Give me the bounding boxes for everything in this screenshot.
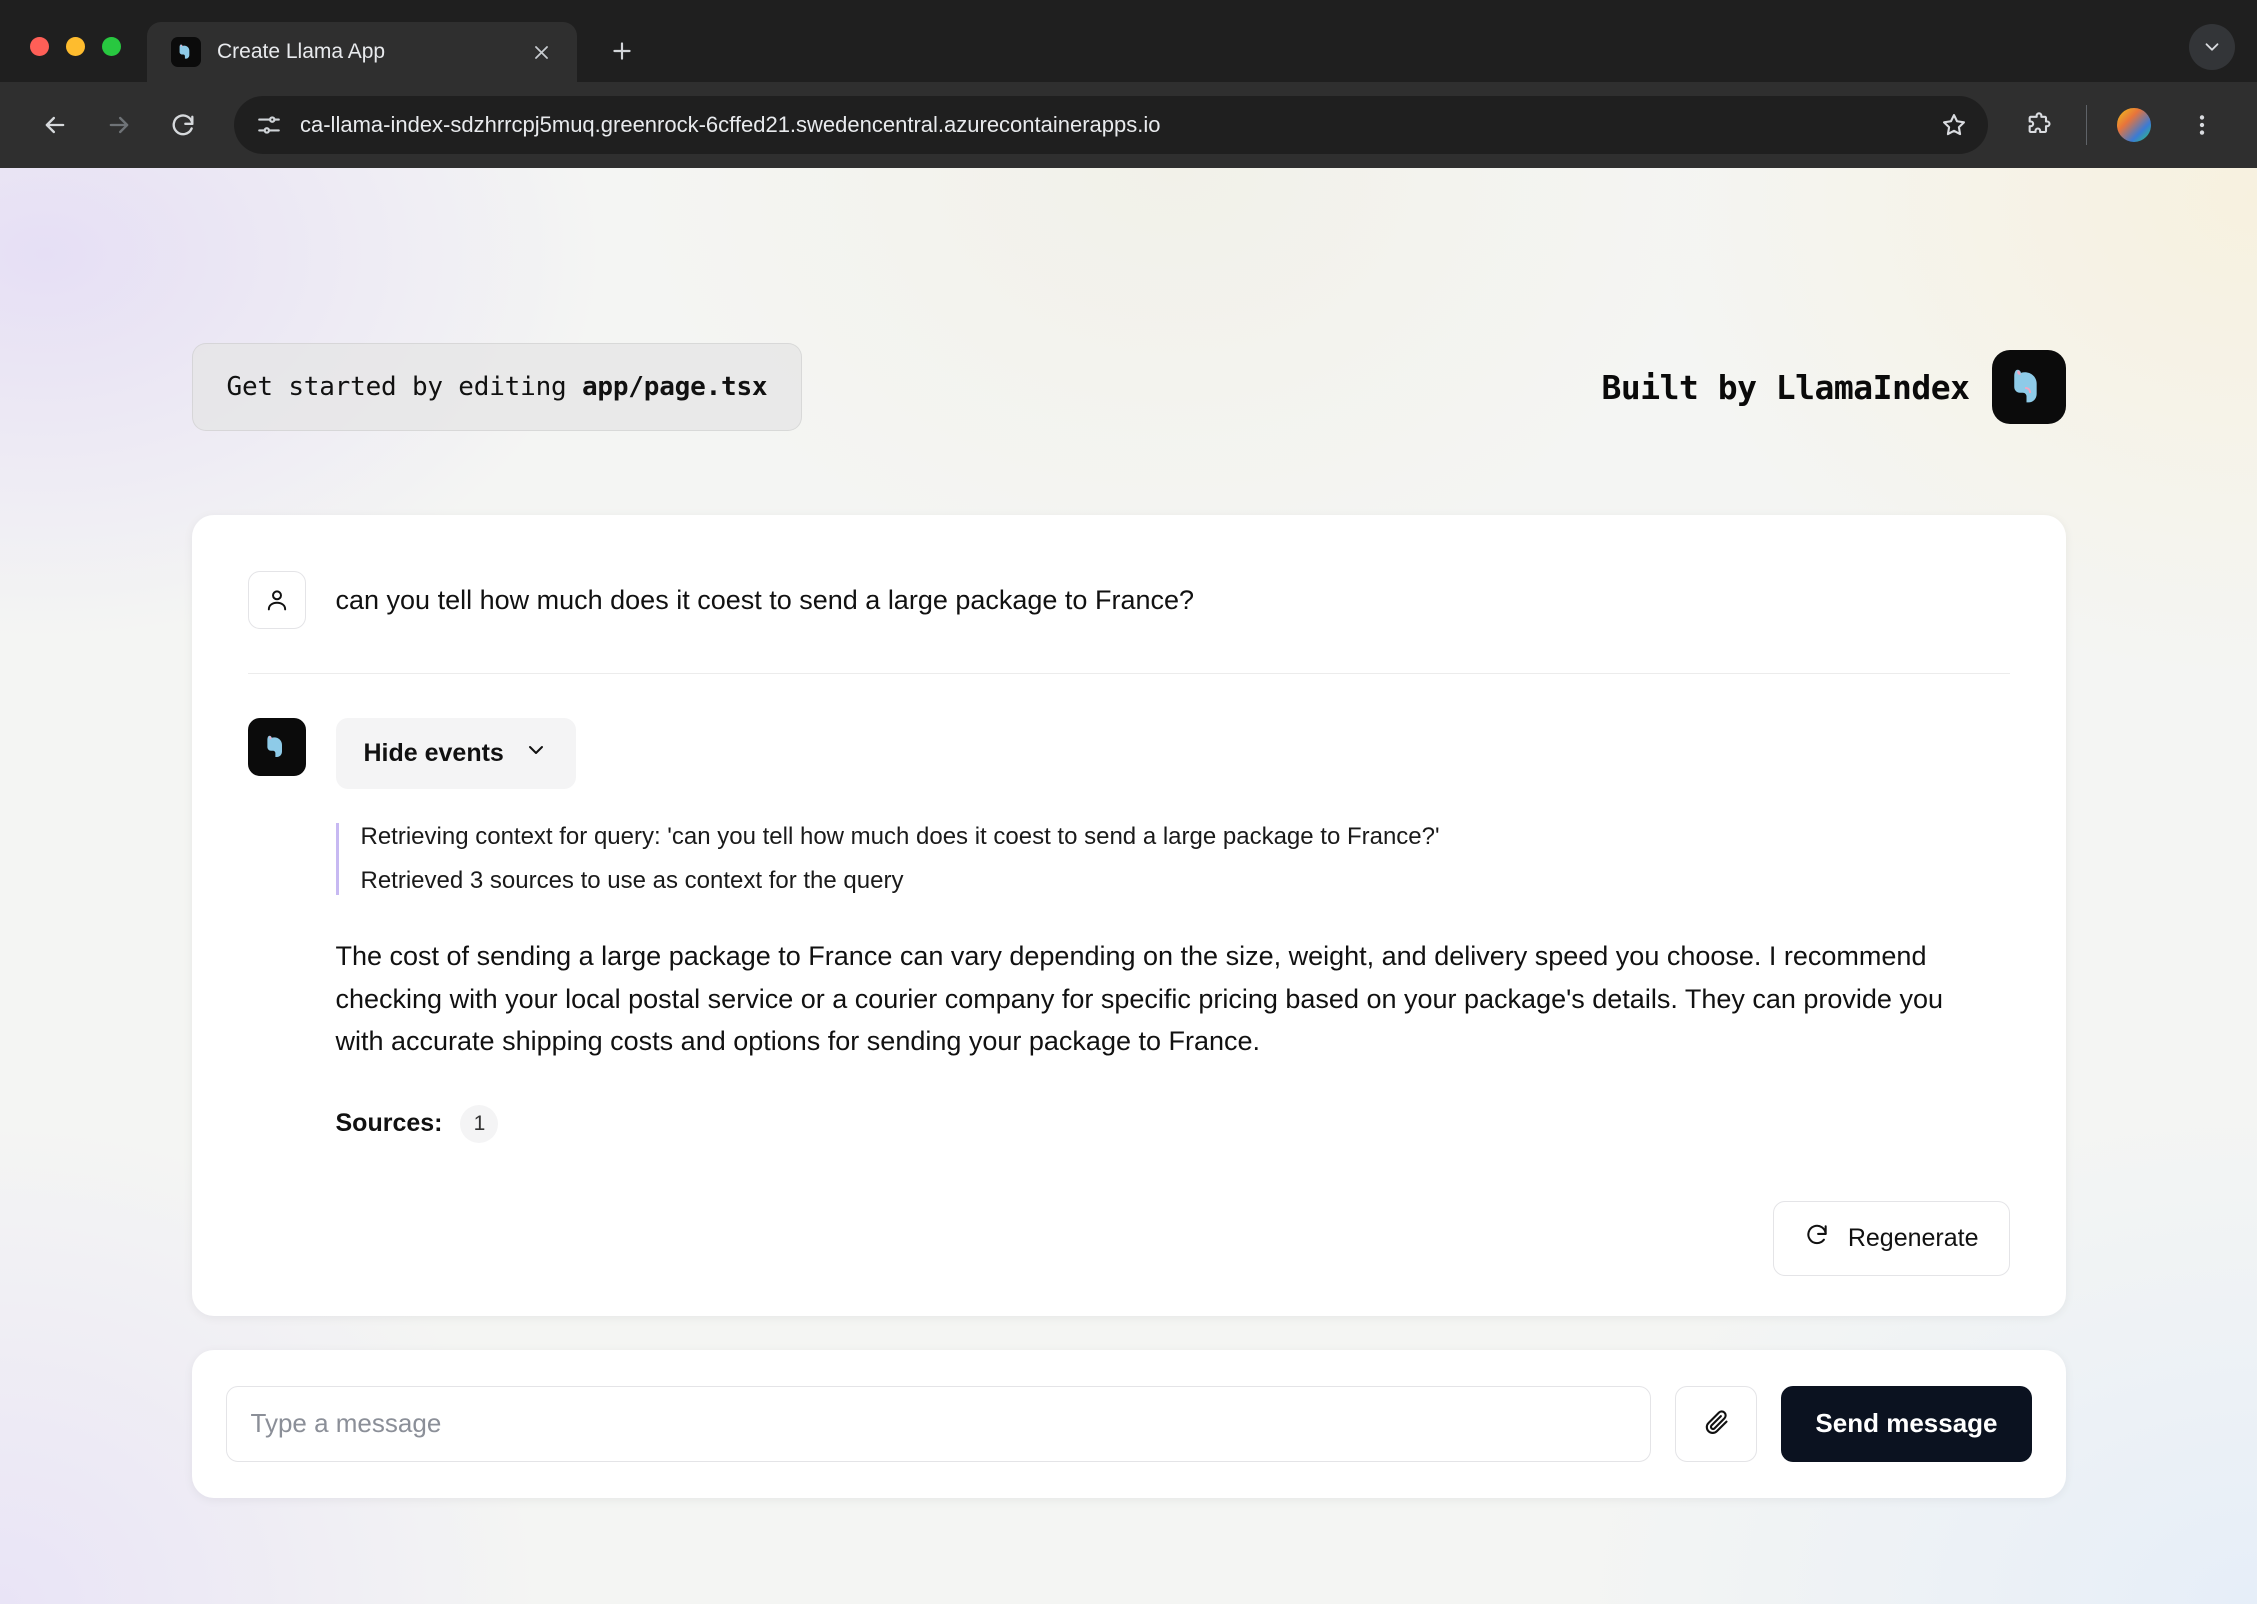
get-started-file: app/page.tsx <box>581 372 768 402</box>
paperclip-icon <box>1702 1407 1730 1440</box>
sources-row <box>336 1105 2010 1143</box>
page-header-row <box>192 343 2066 431</box>
llama-icon <box>1992 350 2066 424</box>
chat-card <box>192 515 2066 1316</box>
reload-icon[interactable] <box>154 96 212 154</box>
attach-file-button[interactable] <box>1675 1386 1757 1462</box>
get-started-text: Get started by editing <box>226 372 582 402</box>
events-list <box>336 823 2010 895</box>
built-by-label: Built by LlamaIndex <box>1601 367 1970 407</box>
tune-icon[interactable] <box>256 112 282 138</box>
event-item: Retrieved 3 sources to use as context for the query <box>360 867 904 894</box>
maximize-window-button[interactable] <box>102 37 121 56</box>
page-content <box>0 168 2257 1604</box>
close-icon[interactable] <box>525 36 557 68</box>
window-controls <box>30 37 147 82</box>
toolbar-right <box>2010 96 2231 154</box>
send-message-button[interactable]: Send message <box>1781 1386 2031 1462</box>
hide-events-button[interactable] <box>336 718 576 789</box>
address-bar-url: ca-llama-index-sdzhrrcpj5muq.greenrock-6cffed21.swedencentral.azurecontainerapps.io <box>300 112 1161 137</box>
puzzle-icon[interactable] <box>2010 96 2068 154</box>
address-bar[interactable] <box>234 96 1988 154</box>
close-window-button[interactable] <box>30 37 49 56</box>
refresh-icon <box>1804 1222 1830 1255</box>
regenerate-label: Regenerate <box>1847 1223 1979 1252</box>
chevron-down-icon <box>524 738 548 769</box>
tab-strip <box>0 0 2257 82</box>
browser-tab[interactable] <box>147 22 577 82</box>
message-actions <box>248 1201 2010 1276</box>
user-icon <box>248 571 306 629</box>
message-composer <box>192 1350 2066 1498</box>
more-vertical-icon[interactable] <box>2173 96 2231 154</box>
get-started-banner <box>192 343 803 431</box>
llama-icon <box>248 718 306 776</box>
user-message <box>248 571 2010 674</box>
event-item: Retrieving context for query: 'can you tell how much does it coest to send a large package to France?' <box>360 823 1440 850</box>
arrow-back-icon[interactable] <box>26 96 84 154</box>
sources-label: Sources: <box>335 1109 443 1138</box>
regenerate-button[interactable] <box>1773 1201 2010 1276</box>
message-input[interactable] <box>226 1386 1652 1462</box>
new-tab-button[interactable] <box>599 28 645 74</box>
chevron-down-icon[interactable] <box>2189 24 2235 70</box>
tab-title: Create Llama App <box>217 40 386 63</box>
star-icon[interactable] <box>1940 111 1968 139</box>
assistant-answer-text: The cost of sending a large package to France can vary depending on the size, weight, and delivery speed you choose. I recommend checking with your local postal service or a courier company for specific pricing based on your package's details. They can provide you with accurate shipping costs and options for sending your package to France. <box>335 941 1943 1057</box>
minimize-window-button[interactable] <box>66 37 85 56</box>
assistant-body <box>336 718 2010 1143</box>
arrow-forward-icon[interactable] <box>90 96 148 154</box>
assistant-message <box>248 674 2010 1143</box>
avatar[interactable] <box>2105 96 2163 154</box>
user-message-text: can you tell how much does it coest to send a large package to France? <box>335 585 1195 615</box>
hide-events-label: Hide events <box>363 739 504 767</box>
browser-toolbar <box>0 82 2257 168</box>
sources-count-badge[interactable]: 1 <box>460 1105 498 1143</box>
llama-icon <box>171 37 201 67</box>
built-by-llamaindex <box>1602 350 2066 424</box>
toolbar-divider <box>2086 105 2087 145</box>
